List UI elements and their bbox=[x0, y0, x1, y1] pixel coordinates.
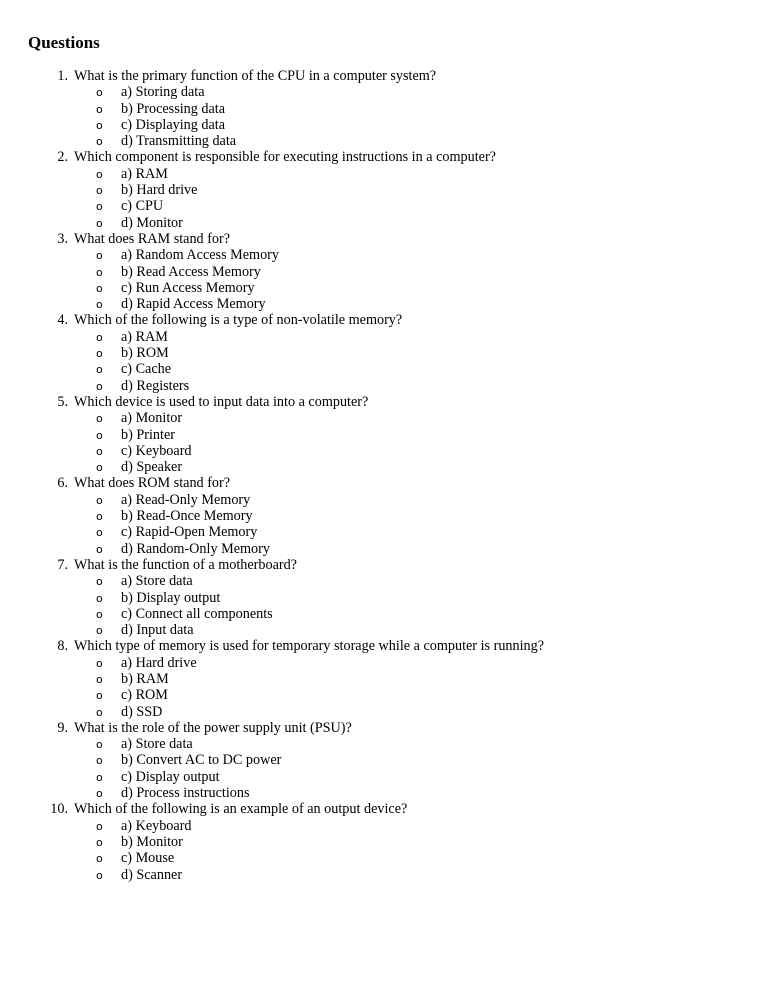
circle-bullet-icon: o bbox=[96, 281, 103, 295]
option-item bbox=[0, 215, 544, 231]
question-number: 7. bbox=[57, 556, 68, 573]
option-list bbox=[0, 655, 544, 720]
option-text: c) Keyboard bbox=[121, 442, 192, 459]
option-item bbox=[0, 508, 544, 524]
question-number: 6. bbox=[57, 475, 68, 492]
option-text: a) RAM bbox=[121, 328, 168, 345]
question-text: What is the primary function of the CPU in a computer system? bbox=[74, 68, 437, 84]
option-item bbox=[0, 704, 544, 720]
option-item bbox=[0, 166, 544, 182]
option-item bbox=[0, 524, 544, 540]
option-item bbox=[0, 133, 544, 149]
option-item bbox=[0, 687, 544, 703]
question-text: Which of the following is an example of an output device? bbox=[74, 801, 408, 818]
circle-bullet-icon: o bbox=[96, 412, 103, 426]
option-text: d) Registers bbox=[121, 377, 190, 394]
circle-bullet-icon: o bbox=[96, 493, 103, 507]
option-item bbox=[0, 606, 544, 622]
circle-bullet-icon: o bbox=[96, 444, 103, 458]
option-text: b) Convert AC to DC power bbox=[121, 752, 282, 769]
page-title: Questions bbox=[28, 33, 100, 52]
option-item bbox=[0, 834, 544, 850]
circle-bullet-icon: o bbox=[96, 102, 103, 116]
option-text: b) Display output bbox=[121, 589, 221, 606]
circle-bullet-icon: o bbox=[96, 428, 103, 442]
option-text: d) Rapid Access Memory bbox=[121, 296, 266, 313]
option-text: c) CPU bbox=[121, 198, 164, 215]
option-item bbox=[0, 541, 544, 557]
option-text: c) Connect all components bbox=[121, 605, 273, 622]
question-item bbox=[0, 801, 544, 882]
question-text: Which of the following is a type of non-volatile memory? bbox=[74, 312, 403, 329]
question-item bbox=[0, 312, 544, 393]
option-item bbox=[0, 101, 544, 117]
option-text: a) RAM bbox=[121, 165, 168, 182]
circle-bullet-icon: o bbox=[96, 754, 103, 768]
circle-bullet-icon: o bbox=[96, 738, 103, 752]
circle-bullet-icon: o bbox=[96, 184, 103, 198]
option-text: d) Transmitting data bbox=[121, 133, 237, 150]
option-item bbox=[0, 850, 544, 866]
question-text: What is the function of a motherboard? bbox=[74, 556, 297, 573]
option-item bbox=[0, 785, 544, 801]
question-text: Which type of memory is used for temporary storage while a computer is running? bbox=[74, 638, 545, 655]
circle-bullet-icon: o bbox=[96, 607, 103, 621]
option-list bbox=[0, 736, 544, 801]
question-number: 2. bbox=[57, 149, 68, 166]
option-item bbox=[0, 361, 544, 377]
question-item bbox=[0, 720, 544, 801]
option-text: c) Run Access Memory bbox=[121, 279, 255, 296]
circle-bullet-icon: o bbox=[96, 689, 103, 703]
circle-bullet-icon: o bbox=[96, 363, 103, 377]
option-list bbox=[0, 573, 544, 638]
question-number: 3. bbox=[57, 230, 68, 247]
option-item bbox=[0, 427, 544, 443]
question-list bbox=[0, 68, 544, 883]
option-text: a) Read-Only Memory bbox=[121, 491, 251, 508]
option-item bbox=[0, 736, 544, 752]
option-item bbox=[0, 345, 544, 361]
circle-bullet-icon: o bbox=[96, 591, 103, 605]
circle-bullet-icon: o bbox=[96, 347, 103, 361]
question-item bbox=[0, 149, 544, 230]
circle-bullet-icon: o bbox=[96, 330, 103, 344]
question-number: 8. bbox=[57, 638, 68, 655]
option-item bbox=[0, 671, 544, 687]
circle-bullet-icon: o bbox=[96, 575, 103, 589]
option-text: d) Scanner bbox=[121, 866, 183, 883]
circle-bullet-icon: o bbox=[96, 135, 103, 149]
circle-bullet-icon: o bbox=[96, 526, 103, 540]
question-number: 5. bbox=[57, 393, 68, 410]
option-item bbox=[0, 264, 544, 280]
question-text: Which device is used to input data into a computer? bbox=[74, 393, 369, 410]
circle-bullet-icon: o bbox=[96, 852, 103, 866]
question-item bbox=[0, 68, 544, 149]
option-text: d) Input data bbox=[121, 622, 194, 639]
option-text: b) Monitor bbox=[121, 833, 183, 850]
option-text: a) Store data bbox=[121, 736, 193, 753]
option-item bbox=[0, 84, 544, 100]
circle-bullet-icon: o bbox=[96, 298, 103, 312]
option-text: b) Processing data bbox=[121, 100, 226, 117]
option-item bbox=[0, 459, 544, 475]
option-list bbox=[0, 818, 544, 883]
option-text: b) Read Access Memory bbox=[121, 263, 261, 280]
question-number: 9. bbox=[57, 719, 68, 736]
option-item bbox=[0, 818, 544, 834]
circle-bullet-icon: o bbox=[96, 510, 103, 524]
option-item bbox=[0, 492, 544, 508]
circle-bullet-icon: o bbox=[96, 656, 103, 670]
circle-bullet-icon: o bbox=[96, 705, 103, 719]
option-item bbox=[0, 769, 544, 785]
option-text: a) Random Access Memory bbox=[121, 247, 279, 264]
circle-bullet-icon: o bbox=[96, 249, 103, 263]
circle-bullet-icon: o bbox=[96, 461, 103, 475]
option-text: b) Printer bbox=[121, 426, 175, 443]
option-text: a) Store data bbox=[121, 573, 193, 590]
option-item bbox=[0, 182, 544, 198]
circle-bullet-icon: o bbox=[96, 200, 103, 214]
option-item bbox=[0, 622, 544, 638]
question-text: What is the role of the power supply unit (PSU)? bbox=[74, 719, 352, 736]
option-list bbox=[0, 410, 544, 475]
question-item bbox=[0, 231, 544, 312]
option-item bbox=[0, 296, 544, 312]
option-text: a) Keyboard bbox=[121, 817, 192, 834]
question-item bbox=[0, 394, 544, 475]
option-text: c) Display output bbox=[121, 768, 220, 785]
option-text: c) Mouse bbox=[121, 850, 175, 867]
option-text: c) ROM bbox=[121, 687, 168, 704]
option-item bbox=[0, 280, 544, 296]
option-text: b) Hard drive bbox=[121, 182, 198, 199]
option-text: a) Monitor bbox=[121, 410, 183, 427]
option-list bbox=[0, 247, 544, 312]
option-text: d) SSD bbox=[121, 703, 163, 720]
option-text: a) Storing data bbox=[121, 84, 205, 101]
circle-bullet-icon: o bbox=[96, 770, 103, 784]
circle-bullet-icon: o bbox=[96, 868, 103, 882]
option-item bbox=[0, 752, 544, 768]
option-item bbox=[0, 378, 544, 394]
option-item bbox=[0, 443, 544, 459]
circle-bullet-icon: o bbox=[96, 787, 103, 801]
question-text: What does RAM stand for? bbox=[74, 230, 231, 247]
question-item bbox=[0, 557, 544, 638]
option-text: d) Process instructions bbox=[121, 785, 250, 802]
question-number: 1. bbox=[57, 68, 68, 84]
circle-bullet-icon: o bbox=[96, 672, 103, 686]
option-item bbox=[0, 573, 544, 589]
question-item bbox=[0, 638, 544, 719]
option-item bbox=[0, 590, 544, 606]
option-text: b) ROM bbox=[121, 345, 169, 362]
circle-bullet-icon: o bbox=[96, 118, 103, 132]
option-text: c) Displaying data bbox=[121, 116, 226, 133]
circle-bullet-icon: o bbox=[96, 624, 103, 638]
circle-bullet-icon: o bbox=[96, 265, 103, 279]
option-item bbox=[0, 198, 544, 214]
option-text: d) Monitor bbox=[121, 214, 183, 231]
circle-bullet-icon: o bbox=[96, 86, 103, 100]
circle-bullet-icon: o bbox=[96, 216, 103, 230]
question-number: 10. bbox=[50, 801, 68, 818]
question-item bbox=[0, 475, 544, 556]
circle-bullet-icon: o bbox=[96, 835, 103, 849]
option-text: b) Read-Once Memory bbox=[121, 508, 253, 525]
option-item bbox=[0, 410, 544, 426]
option-text: c) Rapid-Open Memory bbox=[121, 524, 258, 541]
option-item bbox=[0, 247, 544, 263]
option-list bbox=[0, 329, 544, 394]
circle-bullet-icon: o bbox=[96, 542, 103, 556]
option-list bbox=[0, 84, 544, 149]
option-text: b) RAM bbox=[121, 670, 169, 687]
circle-bullet-icon: o bbox=[96, 167, 103, 181]
option-text: d) Random-Only Memory bbox=[121, 540, 270, 557]
option-text: d) Speaker bbox=[121, 459, 183, 476]
question-text: Which component is responsible for executing instructions in a computer? bbox=[74, 149, 496, 166]
question-number: 4. bbox=[57, 312, 68, 329]
question-text: What does ROM stand for? bbox=[74, 475, 231, 492]
option-list bbox=[0, 166, 544, 231]
option-item bbox=[0, 655, 544, 671]
option-item bbox=[0, 867, 544, 883]
option-text: c) Cache bbox=[121, 361, 172, 378]
option-list bbox=[0, 492, 544, 557]
option-item bbox=[0, 329, 544, 345]
option-text: a) Hard drive bbox=[121, 654, 197, 671]
circle-bullet-icon: o bbox=[96, 379, 103, 393]
circle-bullet-icon: o bbox=[96, 819, 103, 833]
option-item bbox=[0, 117, 544, 133]
